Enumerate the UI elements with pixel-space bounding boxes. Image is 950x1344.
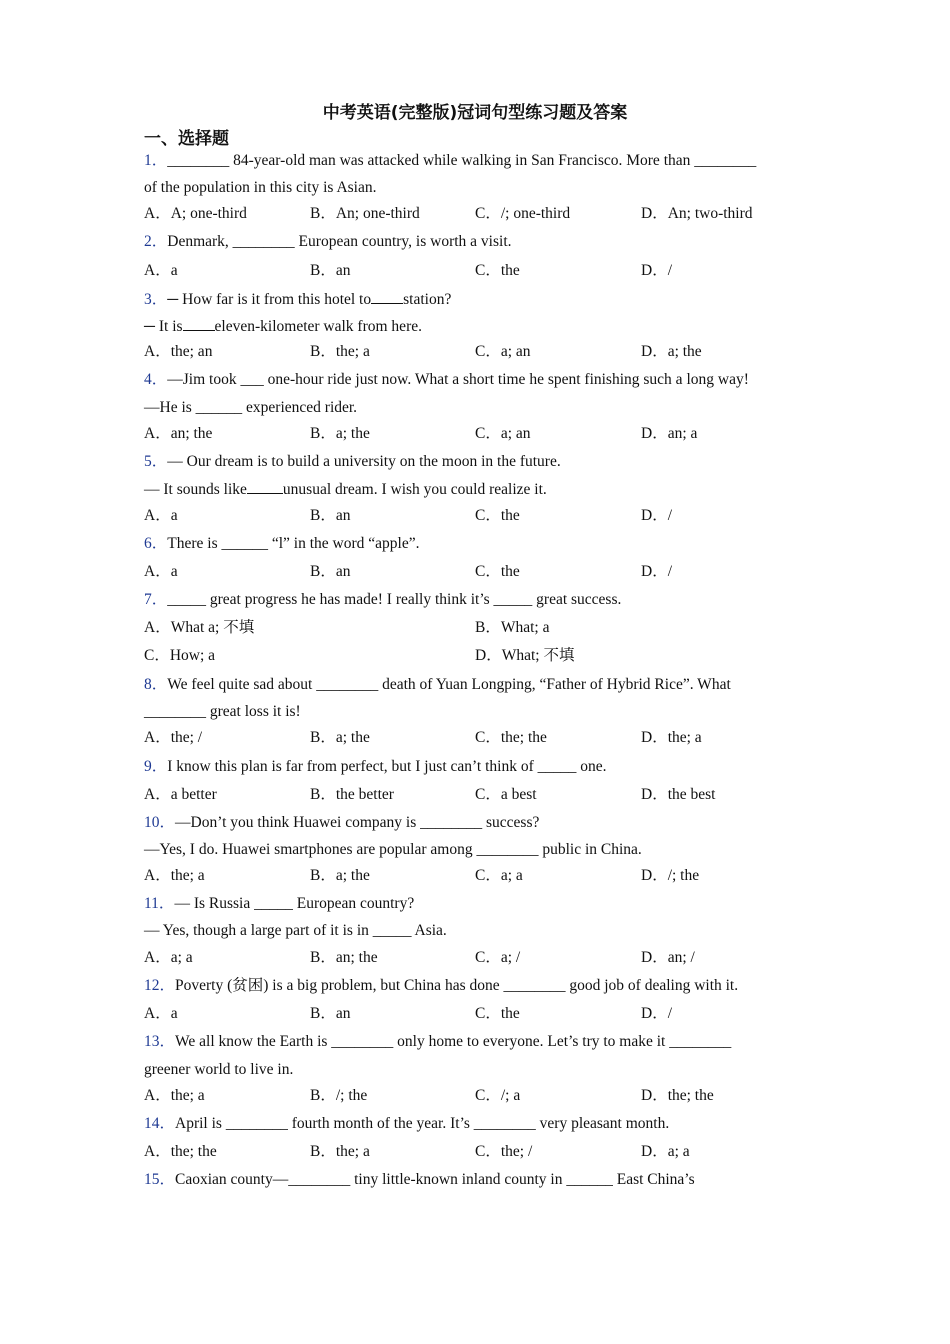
- question-text: ________ 84-year-old man was attacked while walking in San Francisco. More than ________: [167, 152, 757, 169]
- question-4: [144, 370, 749, 390]
- blank-underline: [247, 479, 283, 494]
- question-7: [144, 590, 621, 610]
- question-2: [144, 232, 512, 252]
- question-text-cont: — Yes, though a large part of it is in _____ Asia.: [144, 922, 447, 939]
- option-c[interactable]: C．the; /: [475, 1143, 533, 1160]
- question-text: station?: [403, 291, 452, 308]
- question-text: April is ________ fourth month of the year. It’s ________ very pleasant month.: [175, 1115, 670, 1132]
- question-number: 14．: [144, 1115, 176, 1132]
- option-d[interactable]: D．/; the: [641, 867, 700, 884]
- options-row: [144, 342, 844, 362]
- option-d[interactable]: D．/: [641, 563, 673, 580]
- option-b[interactable]: B．/; the: [310, 1087, 368, 1104]
- question-text-cont: [144, 316, 422, 337]
- question-1: [144, 151, 756, 171]
- question-11: [144, 894, 414, 914]
- option-c[interactable]: C．the: [475, 262, 520, 279]
- option-a[interactable]: A．a better: [144, 786, 217, 803]
- options-row: [144, 618, 844, 638]
- option-c[interactable]: C．the: [475, 507, 520, 524]
- question-15: [144, 1170, 695, 1190]
- option-a[interactable]: A．the; an: [144, 343, 213, 360]
- option-c[interactable]: C．a; /: [475, 949, 521, 966]
- option-b[interactable]: B．an: [310, 507, 351, 524]
- page-title: 中考英语(完整版)冠词句型练习题及答案: [322, 103, 628, 123]
- question-text: — Our dream is to build a university on the moon in the future.: [167, 453, 561, 470]
- question-text: ─ It is: [144, 318, 183, 335]
- option-b[interactable]: B．a; the: [310, 425, 370, 442]
- question-text-cont: greener world to live in.: [144, 1061, 294, 1078]
- option-b[interactable]: B．the better: [310, 786, 394, 803]
- options-row: [144, 785, 844, 805]
- options-row: [144, 204, 844, 224]
- option-a[interactable]: A．a: [144, 507, 178, 524]
- option-c[interactable]: C．a; an: [475, 425, 531, 442]
- question-text: unusual dream. I wish you could realize it.: [282, 481, 547, 498]
- option-b[interactable]: B．an: [310, 563, 351, 580]
- question-5: [144, 452, 561, 472]
- question-text: I know this plan is far from perfect, but I just can’t think of _____ one.: [167, 758, 607, 775]
- question-number: 8．: [144, 676, 168, 693]
- question-number: 10．: [144, 814, 176, 831]
- question-number: 11．: [144, 895, 175, 912]
- question-text: eleven-kilometer walk from here.: [214, 318, 422, 335]
- option-c[interactable]: C．How; a: [144, 647, 216, 664]
- options-row: [144, 261, 844, 281]
- question-text-cont: —He is ______ experienced rider.: [144, 399, 358, 416]
- question-text-cont: ________ great loss it is!: [144, 703, 301, 720]
- question-number: 1．: [144, 152, 168, 169]
- option-c[interactable]: C．the: [475, 1005, 520, 1022]
- question-number: 5．: [144, 453, 168, 470]
- question-number: 3．: [144, 291, 168, 308]
- question-number: 6．: [144, 535, 168, 552]
- option-c[interactable]: C．the; the: [475, 729, 547, 746]
- option-a[interactable]: A．an; the: [144, 425, 213, 442]
- option-a[interactable]: A．a: [144, 563, 178, 580]
- option-b[interactable]: B．an: [310, 1005, 351, 1022]
- options-row: [144, 1142, 844, 1162]
- question-number: 12．: [144, 977, 176, 994]
- option-b[interactable]: B．An; one-third: [310, 205, 420, 222]
- option-d[interactable]: D．a; a: [641, 1143, 690, 1160]
- option-a[interactable]: A．the; /: [144, 729, 203, 746]
- option-a[interactable]: A．the; a: [144, 1087, 205, 1104]
- question-text: —Don’t you think Huawei company is ________ success?: [175, 814, 540, 831]
- question-text: Caoxian county—________ tiny little-known inland county in ______ East China’s: [175, 1171, 695, 1188]
- question-text-cont: of the population in this city is Asian.: [144, 179, 377, 196]
- options-row: [144, 562, 844, 582]
- blank-underline: [183, 316, 215, 331]
- option-d[interactable]: D．the; the: [641, 1087, 714, 1104]
- question-13: [144, 1032, 731, 1052]
- question-number: 15．: [144, 1171, 176, 1188]
- option-b[interactable]: B．the; a: [310, 343, 370, 360]
- option-d[interactable]: D．a; the: [641, 343, 702, 360]
- option-b[interactable]: B．an; the: [310, 949, 378, 966]
- option-d[interactable]: D．/: [641, 262, 673, 279]
- option-b[interactable]: B．a; the: [310, 729, 370, 746]
- option-c[interactable]: C．the: [475, 563, 520, 580]
- question-text: We feel quite sad about ________ death of Yuan Longping, “Father of Hybrid Rice”. What: [167, 676, 731, 693]
- option-a[interactable]: A．A; one-third: [144, 205, 247, 222]
- options-row: [144, 866, 844, 886]
- question-text: — It sounds like: [144, 481, 247, 498]
- option-d[interactable]: D．the; a: [641, 729, 702, 746]
- options-row: [144, 506, 844, 526]
- option-b[interactable]: B．the; a: [310, 1143, 370, 1160]
- option-b[interactable]: B．an: [310, 262, 351, 279]
- question-3: [144, 289, 451, 310]
- option-d[interactable]: D．the best: [641, 786, 716, 803]
- question-number: 13．: [144, 1033, 176, 1050]
- options-row: [144, 424, 844, 444]
- blank-underline: [371, 289, 403, 304]
- question-number: 2．: [144, 233, 168, 250]
- option-d[interactable]: D．An; two-third: [641, 205, 753, 222]
- question-number: 4．: [144, 371, 168, 388]
- options-row: [144, 948, 844, 968]
- question-text: There is ______ “l” in the word “apple”.: [167, 535, 420, 552]
- option-c[interactable]: C．/; one-third: [475, 205, 571, 222]
- question-9: [144, 757, 606, 777]
- option-b[interactable]: B．What; a: [475, 619, 550, 636]
- options-row: [144, 1086, 844, 1106]
- option-d[interactable]: D．/: [641, 1005, 673, 1022]
- option-a[interactable]: A．a; a: [144, 949, 193, 966]
- options-row: [144, 1004, 844, 1024]
- option-c[interactable]: C．/; a: [475, 1087, 521, 1104]
- question-6: [144, 534, 419, 554]
- options-row: [144, 728, 844, 748]
- options-row: [144, 646, 844, 666]
- question-10: [144, 813, 539, 833]
- option-a[interactable]: A．What a; 不填: [144, 619, 255, 636]
- question-text: ─ How far is it from this hotel to: [167, 291, 372, 308]
- question-text: We all know the Earth is ________ only home to everyone. Let’s try to make it ________: [175, 1033, 732, 1050]
- option-a[interactable]: A．a: [144, 262, 178, 279]
- option-d[interactable]: D．What; 不填: [475, 647, 575, 664]
- question-14: [144, 1114, 669, 1134]
- option-a[interactable]: A．a: [144, 1005, 178, 1022]
- question-text: _____ great progress he has made! I really think it’s _____ great success.: [167, 591, 622, 608]
- option-a[interactable]: A．the; a: [144, 867, 205, 884]
- question-text-cont: —Yes, I do. Huawei smartphones are popular among ________ public in China.: [144, 841, 642, 858]
- question-text: —Jim took ___ one-hour ride just now. What a short time he spent finishing such a long way!: [167, 371, 749, 388]
- question-text: — Is Russia _____ European country?: [174, 895, 415, 912]
- section-heading: 一、选择题: [144, 129, 229, 149]
- option-d[interactable]: D．an; a: [641, 425, 698, 442]
- option-c[interactable]: C．a best: [475, 786, 537, 803]
- option-d[interactable]: D．an; /: [641, 949, 695, 966]
- question-8: [144, 675, 731, 695]
- option-c[interactable]: C．a; a: [475, 867, 523, 884]
- question-text: Poverty (贫困) is a big problem, but China has done ________ good job of dealing with it.: [175, 977, 739, 994]
- option-d[interactable]: D．/: [641, 507, 673, 524]
- option-c[interactable]: C．a; an: [475, 343, 531, 360]
- option-a[interactable]: A．the; the: [144, 1143, 217, 1160]
- question-number: 7．: [144, 591, 168, 608]
- question-text: Denmark, ________ European country, is worth a visit.: [167, 233, 512, 250]
- option-b[interactable]: B．a; the: [310, 867, 370, 884]
- question-12: [144, 976, 738, 996]
- question-text-cont: [144, 479, 547, 500]
- question-number: 9．: [144, 758, 168, 775]
